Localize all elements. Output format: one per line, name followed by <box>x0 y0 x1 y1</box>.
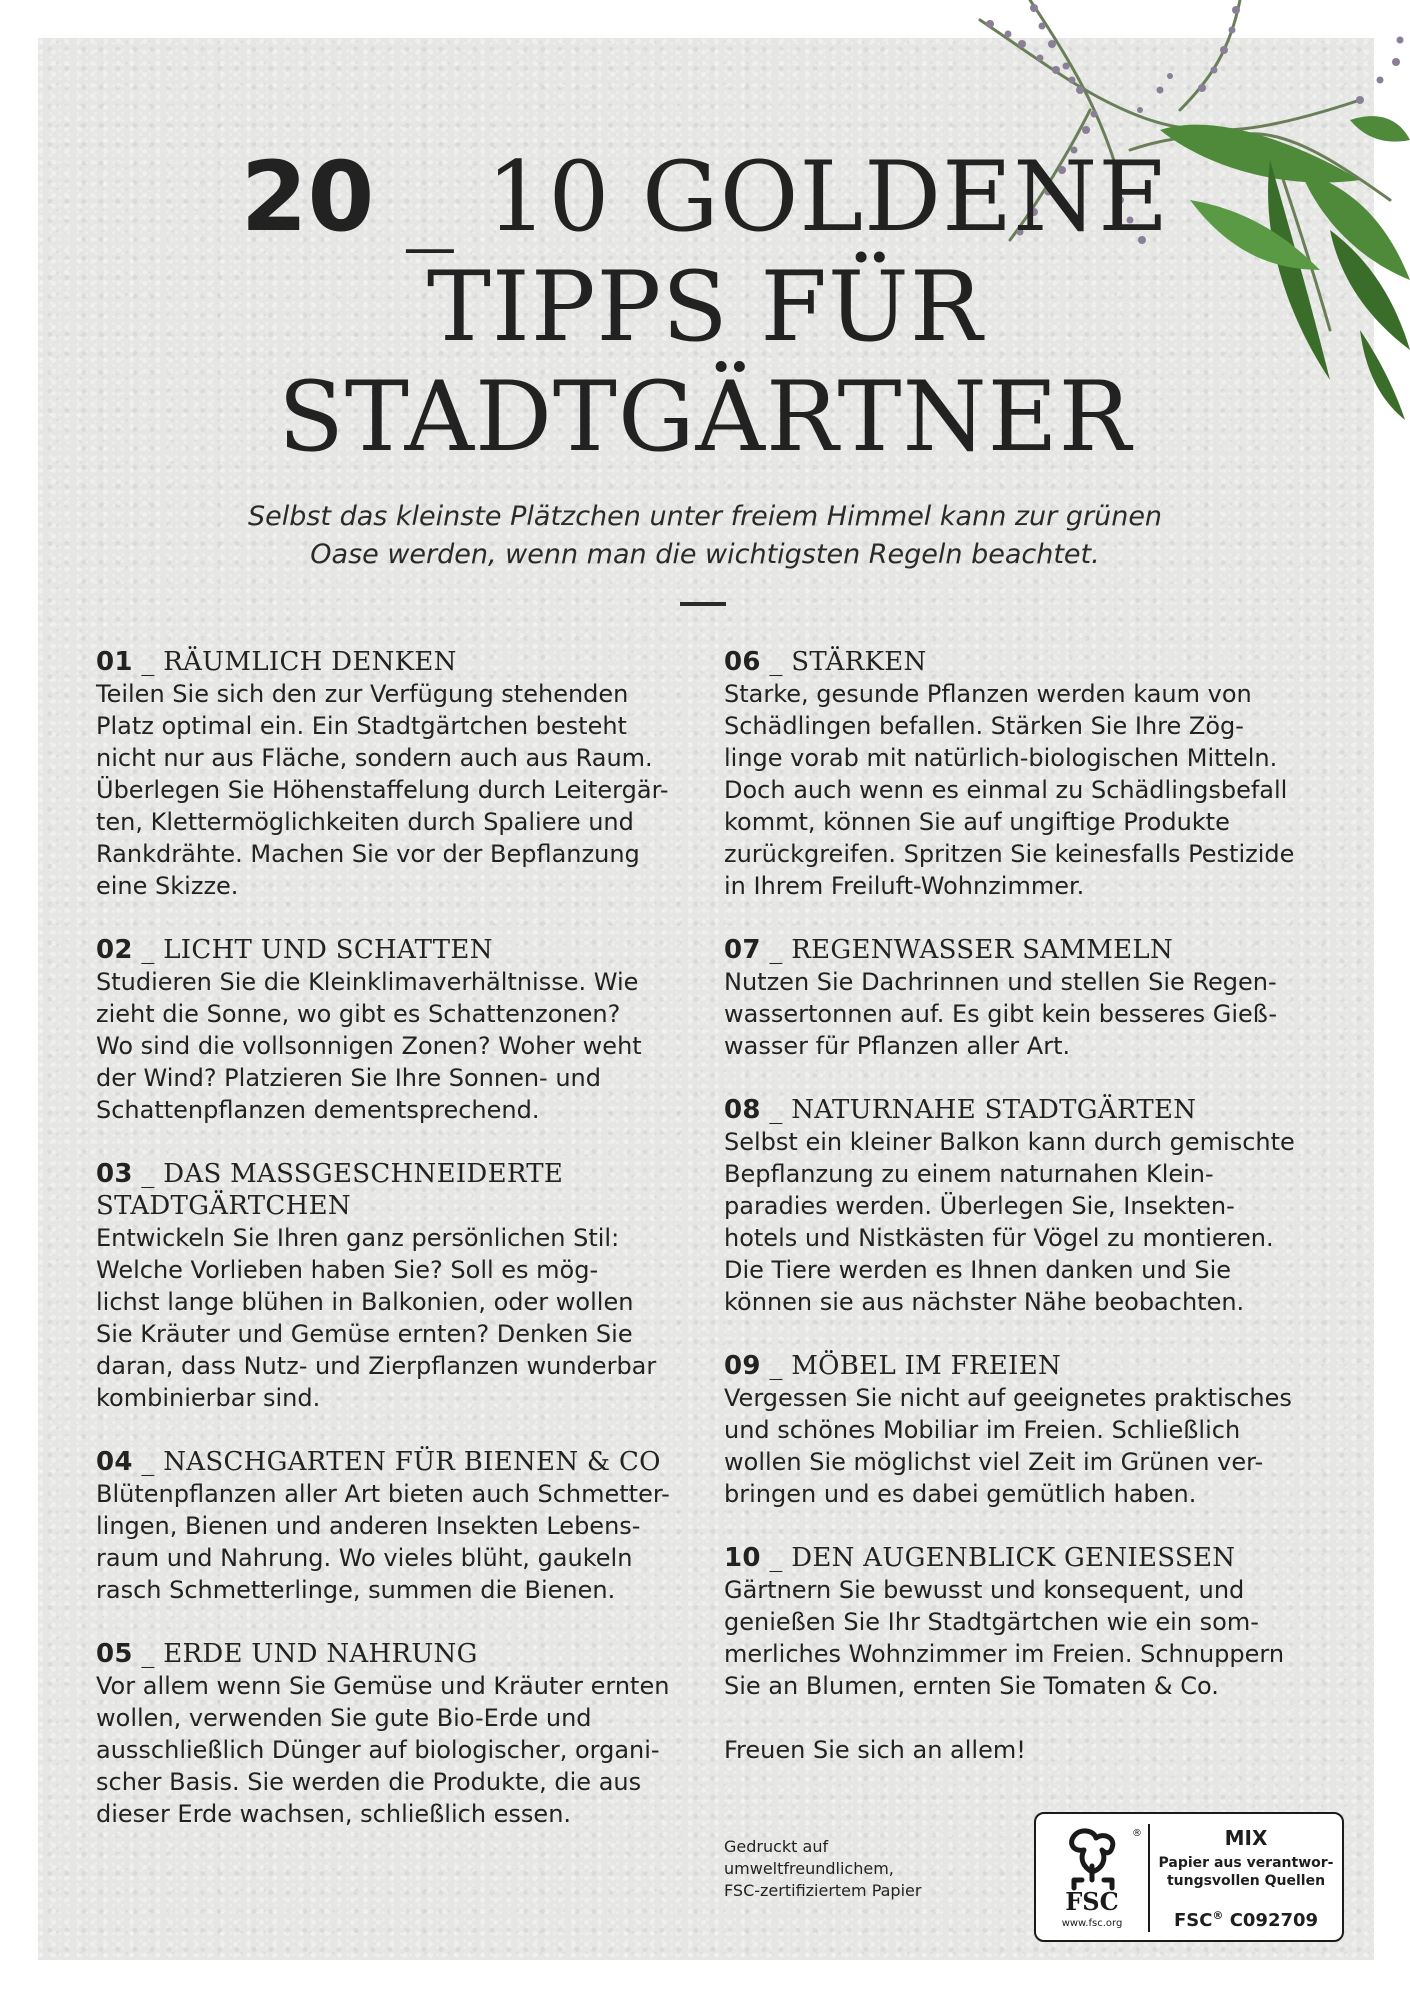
page-title <box>0 142 1410 472</box>
title-number: 20 <box>240 141 375 253</box>
tip-heading <box>724 934 1324 966</box>
fsc-description-line-2: tungsvollen Quellen <box>1166 1873 1326 1889</box>
tip-body-line: genießen Sie Ihr Stadtgärtchen wie ein som- <box>724 1608 1259 1636</box>
tip-body-line: eine Skizze. <box>96 872 239 900</box>
tip-body-line: kommt, können Sie auf ungiftige Produkte <box>724 808 1230 836</box>
closing-text: Freuen Sie sich an allem! <box>724 1736 1026 1764</box>
tip-heading-text: DAS MASSGESCHNEIDERTE <box>163 1159 564 1189</box>
tip-body <box>96 1670 696 1830</box>
tip-number: 07 <box>724 935 761 965</box>
printed-note <box>724 1836 921 1902</box>
tip-body-line: wollen, verwenden Sie gute Bio-Erde und <box>96 1704 592 1732</box>
tip-heading-text: ERDE UND NAHRUNG <box>163 1639 478 1669</box>
tip-body-line: Platz optimal ein. Ein Stadtgärtchen besteht <box>96 712 627 740</box>
tip-separator: _ <box>132 935 164 965</box>
printed-note-line-2: umweltfreundlichem, <box>724 1859 894 1878</box>
tip-body-line: dieser Erde wachsen, schließlich essen. <box>96 1800 572 1828</box>
title-line-1-text: _ 10 GOLDENE <box>374 141 1170 253</box>
tip-09 <box>724 1350 1324 1510</box>
tip-heading-text: REGENWASSER SAMMELN <box>791 935 1174 965</box>
tip-05 <box>96 1638 696 1830</box>
tip-separator: _ <box>760 1351 792 1381</box>
tip-body-line: Die Tiere werden es Ihnen danken und Sie <box>724 1256 1232 1284</box>
tip-body-line: der Wind? Platzieren Sie Ihre Sonnen- und <box>96 1064 601 1092</box>
tip-heading <box>724 1094 1324 1126</box>
tip-body-line: Starke, gesunde Pflanzen werden kaum von <box>724 680 1252 708</box>
fsc-code-prefix: FSC <box>1173 1910 1213 1931</box>
tip-number: 05 <box>96 1639 133 1669</box>
tip-body-line: lichst lange blühen in Balkonien, oder wollen <box>96 1288 634 1316</box>
tip-body-line: lingen, Bienen und anderen Insekten Lebens- <box>96 1512 641 1540</box>
tip-body-line: bringen und es dabei gemütlich haben. <box>724 1480 1197 1508</box>
tip-body <box>96 1222 696 1414</box>
tip-body <box>96 1478 696 1606</box>
tip-body-line: paradies werden. Überlegen Sie, Insekten- <box>724 1192 1235 1220</box>
tip-heading-text: STÄRKEN <box>791 647 927 677</box>
fsc-tree-logo <box>1044 1822 1144 1932</box>
tip-number: 09 <box>724 1351 761 1381</box>
fsc-mix-label: MIX <box>1224 1826 1268 1850</box>
fsc-code-number: C092709 <box>1223 1910 1319 1931</box>
tip-body-line: rasch Schmetterlinge, summen die Bienen. <box>96 1576 616 1604</box>
title-line-2: TIPPS FÜR <box>426 251 984 363</box>
fsc-certification-label <box>1034 1812 1344 1942</box>
intro-line-1: Selbst das kleinste Plätzchen unter freiem Himmel kann zur grünen <box>247 501 1163 532</box>
tip-separator: _ <box>132 1639 164 1669</box>
printed-note-line-1: Gedruckt auf <box>724 1837 829 1856</box>
tip-number: 08 <box>724 1095 761 1125</box>
tip-number: 03 <box>96 1159 133 1189</box>
tip-body-line: Gärtnern Sie bewusst und konsequent, und <box>724 1576 1245 1604</box>
tip-separator: _ <box>132 1447 164 1477</box>
tip-separator: _ <box>132 1159 164 1189</box>
tip-01 <box>96 646 696 902</box>
printed-note-line-3: FSC-zertifiziertem Papier <box>724 1881 922 1900</box>
tip-body-line: Vor allem wenn Sie Gemüse und Kräuter ernten <box>96 1672 670 1700</box>
tip-body <box>96 678 696 902</box>
tip-07 <box>724 934 1324 1062</box>
tip-body <box>724 1574 1324 1702</box>
tip-body-line: Blütenpflanzen aller Art bieten auch Schmetter- <box>96 1480 670 1508</box>
tip-body-line: und schönes Mobiliar im Freien. Schließlich <box>724 1416 1241 1444</box>
tip-body-line: in Ihrem Freiluft-Wohnzimmer. <box>724 872 1085 900</box>
tip-body-line: linge vorab mit natürlich-biologischen Mitteln. <box>724 744 1278 772</box>
tip-body-line: Welche Vorlieben haben Sie? Soll es mög- <box>96 1256 599 1284</box>
tip-body-line: zieht die Sonne, wo gibt es Schattenzonen? <box>96 1000 621 1028</box>
fsc-description-line-1: Papier aus verantwor- <box>1158 1855 1334 1871</box>
tip-body-line: wollen Sie möglichst viel Zeit im Grünen ver- <box>724 1448 1264 1476</box>
tip-heading <box>96 1638 696 1670</box>
tip-body-line: zurückgreifen. Spritzen Sie keinesfalls Pestizide <box>724 840 1295 868</box>
tip-heading-text: MÖBEL IM FREIEN <box>791 1351 1062 1381</box>
tip-heading-text: DEN AUGENBLICK GENIESSEN <box>791 1543 1236 1573</box>
tip-heading-text: STADTGÄRTCHEN <box>96 1191 351 1221</box>
tip-separator: _ <box>760 647 792 677</box>
fsc-url-text: www.fsc.org <box>1061 1918 1123 1929</box>
tip-heading-text: LICHT UND SCHATTEN <box>163 935 493 965</box>
tip-number: 10 <box>724 1543 761 1573</box>
tip-heading <box>724 646 1324 678</box>
fsc-registered-mark: ® <box>1132 1828 1142 1839</box>
tip-body-line: Entwickeln Sie Ihren ganz persönlichen Stil: <box>96 1224 620 1252</box>
tip-body-line: raum und Nahrung. Wo vieles blüht, gaukeln <box>96 1544 633 1572</box>
title-divider <box>680 602 726 606</box>
tip-heading-text: RÄUMLICH DENKEN <box>163 647 457 677</box>
tip-body <box>724 678 1324 902</box>
tip-number: 04 <box>96 1447 133 1477</box>
tip-body-line: Rankdrähte. Machen Sie vor der Bepflanzung <box>96 840 640 868</box>
tip-body-line: Überlegen Sie Höhenstaffelung durch Leitergär- <box>96 776 669 804</box>
fsc-code-mark: ® <box>1212 1909 1224 1922</box>
tip-separator: _ <box>760 935 792 965</box>
tip-heading <box>96 934 696 966</box>
tip-separator: _ <box>760 1095 792 1125</box>
tip-body-line: Teilen Sie sich den zur Verfügung stehenden <box>96 680 629 708</box>
tip-body-line: Schattenpflanzen dementsprechend. <box>96 1096 540 1124</box>
tip-body <box>724 1126 1324 1318</box>
tip-body <box>724 1382 1324 1510</box>
tip-body-line: nicht nur aus Fläche, sondern auch aus Raum. <box>96 744 653 772</box>
tip-separator: _ <box>132 647 164 677</box>
tip-body-line: daran, dass Nutz- und Zierpflanzen wunderbar <box>96 1352 657 1380</box>
title-line-3: STADTGÄRTNER <box>278 361 1132 473</box>
tip-03 <box>96 1158 696 1414</box>
tip-body <box>96 966 696 1126</box>
tip-body-line: Selbst ein kleiner Balkon kann durch gemischte <box>724 1128 1295 1156</box>
tip-body-line: Sie Kräuter und Gemüse ernten? Denken Sie <box>96 1320 633 1348</box>
tip-separator: _ <box>760 1543 792 1573</box>
tip-heading <box>96 646 696 678</box>
tip-body-line: Studieren Sie die Kleinklimaverhältnisse. Wie <box>96 968 639 996</box>
tip-body-line: hotels und Nistkästen für Vögel zu montieren. <box>724 1224 1274 1252</box>
fsc-license-code <box>1150 1904 1342 1933</box>
tip-body-line: Nutzen Sie Dachrinnen und stellen Sie Regen- <box>724 968 1277 996</box>
tip-number: 01 <box>96 647 133 677</box>
intro-text <box>0 498 1410 574</box>
tip-02 <box>96 934 696 1126</box>
tip-body-line: ten, Klettermöglichkeiten durch Spaliere und <box>96 808 634 836</box>
tip-04 <box>96 1446 696 1606</box>
tip-number: 02 <box>96 935 133 965</box>
fsc-brand-text: FSC <box>1065 1887 1119 1916</box>
tip-body-line: können sie aus nächster Nähe beobachten. <box>724 1288 1245 1316</box>
tip-body-line: Sie an Blumen, ernten Sie Tomaten & Co. <box>724 1672 1219 1700</box>
intro-line-2: Oase werden, wenn man die wichtigsten Regeln beachtet. <box>310 539 1100 570</box>
tip-body-line: scher Basis. Sie werden die Produkte, die aus <box>96 1768 642 1796</box>
fsc-description <box>1150 1854 1342 1890</box>
tip-heading <box>724 1350 1324 1382</box>
tips-column-left <box>96 646 696 1862</box>
tip-body-line: wasser für Pflanzen aller Art. <box>724 1032 1071 1060</box>
tip-body-line: Schädlingen befallen. Stärken Sie Ihre Zög- <box>724 712 1244 740</box>
tip-body-line: kombinierbar sind. <box>96 1384 321 1412</box>
tip-heading-text: NASCHGARTEN FÜR BIENEN & CO <box>163 1447 661 1477</box>
title-line-1 <box>0 142 1410 252</box>
tip-body <box>724 966 1324 1062</box>
tip-body-line: Doch auch wenn es einmal zu Schädlingsbefall <box>724 776 1288 804</box>
tips-column-right <box>724 646 1324 1766</box>
tip-body-line: Bepflanzung zu einem naturnahen Klein- <box>724 1160 1214 1188</box>
tip-08 <box>724 1094 1324 1318</box>
tip-number: 06 <box>724 647 761 677</box>
tip-body-line: ausschließlich Dünger auf biologischer, organi- <box>96 1736 660 1764</box>
tip-body-line: merliches Wohnzimmer im Freien. Schnuppern <box>724 1640 1285 1668</box>
tip-heading <box>96 1446 696 1478</box>
tip-06 <box>724 646 1324 902</box>
tip-body-line: Wo sind die vollsonnigen Zonen? Woher weht <box>96 1032 642 1060</box>
tip-10 <box>724 1542 1324 1702</box>
tip-heading <box>96 1158 696 1222</box>
tip-body-line: wassertonnen auf. Es gibt kein besseres Gieß- <box>724 1000 1278 1028</box>
tip-heading <box>724 1542 1324 1574</box>
tip-body-line: Vergessen Sie nicht auf geeignetes praktisches <box>724 1384 1292 1412</box>
tip-heading-text: NATURNAHE STADTGÄRTEN <box>791 1095 1197 1125</box>
